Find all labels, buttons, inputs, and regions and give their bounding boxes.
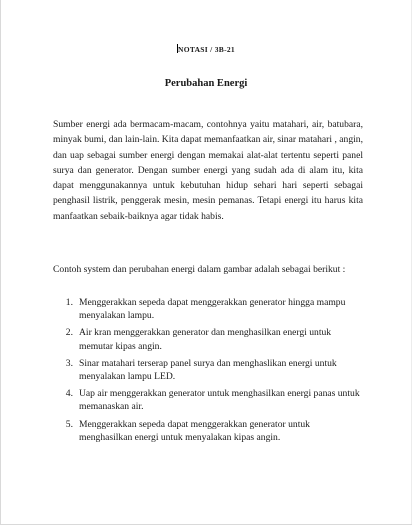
document-title: Perubahan Energi xyxy=(164,78,248,89)
list-item-text: Sinar matahari terserap panel surya dan menghaslikan energi untuk menyalakan lampu LED. xyxy=(79,357,337,383)
list-item xyxy=(53,296,363,322)
list-item-number: 1. xyxy=(65,297,73,308)
list-item xyxy=(53,326,363,352)
list-item-number: 3. xyxy=(65,357,73,369)
list-item xyxy=(53,418,363,444)
header-code-text: NOTASI / 3B-21 xyxy=(178,45,235,54)
list-item-number: 5. xyxy=(65,418,73,430)
list-item-text: Menggerakkan sepeda dapat menggerakkan generator untuk menghasilkan energi untuk menyalakan kipas angin. xyxy=(79,418,310,443)
list-intro: Contoh system dan perubahan energi dalam gambar adalah sebagai berikut : xyxy=(53,264,346,275)
list-item xyxy=(53,357,363,383)
list-item-number: 4. xyxy=(65,388,73,400)
list-item-number: 2. xyxy=(65,327,73,339)
document-header-code xyxy=(0,44,412,54)
list-item-text: Menggerakkan sepeda dapat menggerakkan generator hingga mampu menyalakan lampu. xyxy=(79,297,346,322)
list-item-text: Air kran menggerakkan generator dan menghasilkan energi untuk memutar kipas angin. xyxy=(79,327,332,352)
examples-list xyxy=(53,296,363,448)
body-paragraph: Sumber energi ada bermacam-macam, contohnya yaitu matahari, air, batubara, minyak bumi, dan lain-lain. Kita dapat memanfaatkan air, sinar matahari , angin, dan uap sebagai sumber energi dengan memakai alat-alat tertentu seperti panel surya dan generator. Dengan sumber energi yang sudah ada di alam itu, kita dapat menggunakannya untuk kebutuhan hidup sehari hari seperti sebagai penghasil listrik, penggerak mesin, mesin pemanas. Tetapi energi itu harus kita manfaatkan sebaik-baiknya agar tidak habis. xyxy=(53,119,363,222)
list-item xyxy=(53,387,363,413)
list-item-text: Uap air menggerakkan generator untuk menghasilkan energi panas untuk memanaskan air. xyxy=(79,388,360,413)
